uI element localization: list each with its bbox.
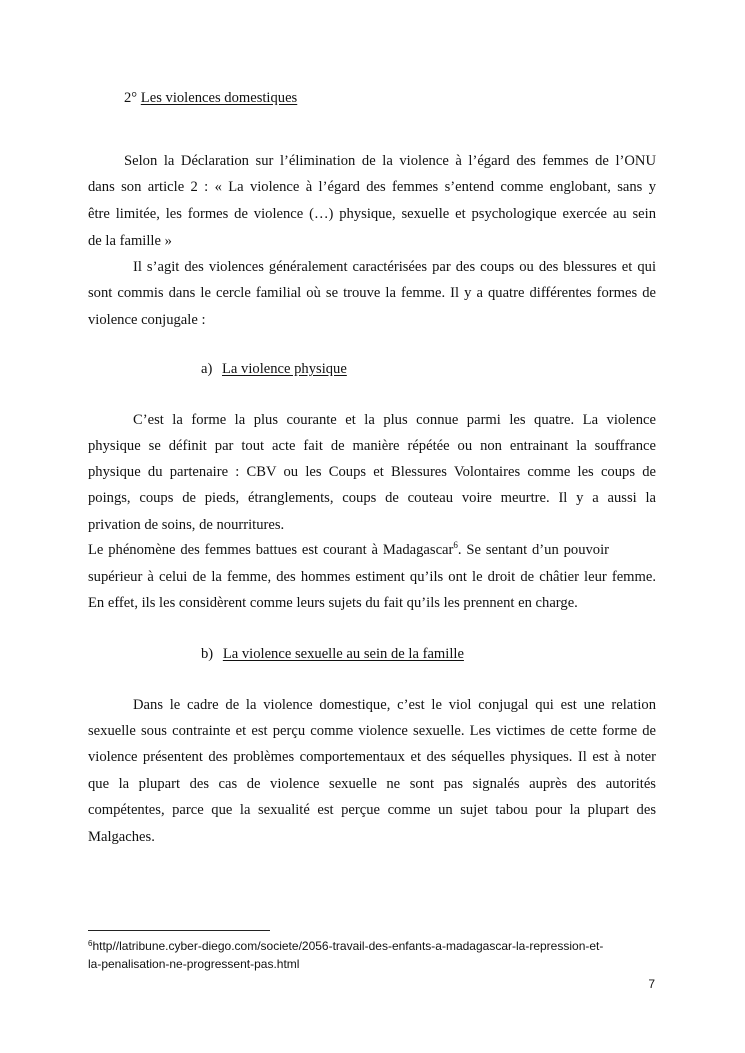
physique-line: poings, coups de pieds, étranglements, coups de couteau voire meurtre. Il y a aussi la xyxy=(88,490,656,506)
footnote xyxy=(88,938,658,954)
intro-line: violence conjugale : xyxy=(88,312,206,328)
section-title: Les violences domestiques xyxy=(140,90,298,106)
physique-line: C’est la forme la plus courante et la plus connue parmi les quatre. La violence xyxy=(133,412,656,428)
subsection-heading-b xyxy=(201,645,464,663)
footnote-reference: 6 xyxy=(453,540,458,550)
subsection-letter: a) xyxy=(201,361,213,377)
page-number: 7 xyxy=(648,977,655,991)
battues-text: . Se sentant d’un pouvoir xyxy=(457,542,610,558)
sexuelle-line: que la plupart des cas de violence sexuelle ne sont pas signalés auprès des autorités xyxy=(88,776,656,792)
battues-text: Le phénomène des femmes battues est courant à Madagascar xyxy=(88,542,454,558)
battues-line xyxy=(88,541,656,559)
section-number: 2° xyxy=(124,90,138,106)
sexuelle-line: Dans le cadre de la violence domestique, c’est le viol conjugal qui est une relation xyxy=(133,697,656,713)
intro-line: dans son article 2 : « La violence à l’égard des femmes s’entend comme englobant, sans y xyxy=(88,179,656,195)
subsection-title: La violence sexuelle au sein de la famille xyxy=(222,646,464,662)
physique-line: privation de soins, de nourritures. xyxy=(88,517,285,533)
battues-line: En effet, ils les considèrent comme leurs sujets du fait qu’ils les prennent en charge. xyxy=(88,595,578,611)
footnote-separator xyxy=(88,930,270,931)
subsection-title: La violence physique xyxy=(222,361,347,377)
physique-line: physique se définit par tout acte fait de manière répétée ou non entrainant la souffrance xyxy=(88,438,656,454)
intro-line: Il s’agit des violences généralement caractérisées par des coups ou des blessures et qui xyxy=(133,259,656,275)
intro-line: être limitée, les formes de violence (…) physique, sexuelle et psychologique exercée au sein xyxy=(88,206,656,222)
section-heading xyxy=(124,89,297,107)
physique-line: physique du partenaire : CBV ou les Coups et Blessures Volontaires comme les coups de xyxy=(88,464,656,480)
intro-line: Selon la Déclaration sur l’élimination de la violence à l’égard des femmes de l’ONU xyxy=(124,153,656,169)
sexuelle-line: sexuelle sous contrainte et est perçu comme violence sexuelle. Les victimes de cette forme de xyxy=(88,723,656,739)
intro-line: sont commis dans le cercle familial où se trouve la femme. Il y a quatre différentes formes de xyxy=(88,285,656,301)
intro-line: de la famille » xyxy=(88,233,172,249)
subsection-heading-a xyxy=(201,360,347,378)
sexuelle-line: violence présentent des problèmes comportementaux et des séquelles physiques. Il est à noter xyxy=(88,749,656,765)
subsection-letter: b) xyxy=(201,646,214,662)
battues-line: supérieur à celui de la femme, des hommes estiment qu’ils ont le droit de châtier leur femme. xyxy=(88,569,656,585)
footnote-continuation[interactable]: la-penalisation-ne-progressent-pas.html xyxy=(88,957,300,971)
sexuelle-line: compétentes, parce que la sexualité est perçue comme un sujet tabou pour la plupart des xyxy=(88,802,656,818)
footnote-link[interactable]: http//latribune.cyber-diego.com/societe/2056-travail-des-enfants-a-madagascar-la-repression-et- xyxy=(92,939,604,953)
footnote-number: 6 xyxy=(88,939,93,948)
sexuelle-line: Malgaches. xyxy=(88,829,155,845)
